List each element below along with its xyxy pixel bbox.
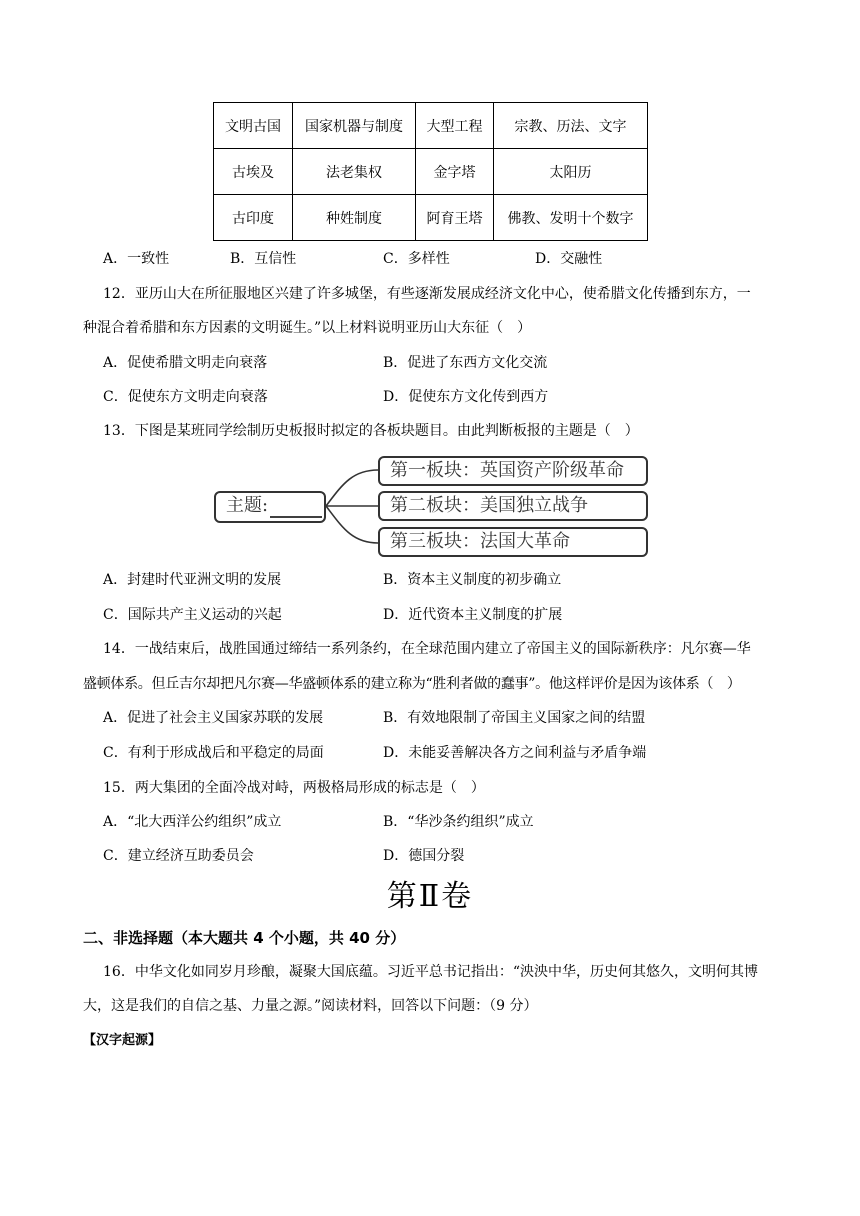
- q14-stem-line-1: 14．一战结束后，战胜国通过缔结一系列条约，在全球范围内建立了帝国主义的国际新秩序：凡尔赛—华: [103, 641, 751, 657]
- table-cell: 种姓制度: [293, 195, 416, 241]
- q12-option-c[interactable]: C．促使东方文明走向衰落: [103, 389, 268, 405]
- q14-option-d[interactable]: D．未能妥善解决各方之间利益与矛盾争端: [383, 745, 647, 761]
- q15-options-row-2: [103, 846, 783, 866]
- section-2-title: 第Ⅱ卷: [386, 879, 474, 914]
- q14-options-row-2: [103, 743, 783, 763]
- table-cell: 宗教、历法、文字: [494, 103, 648, 149]
- table-cell: 佛教、发明十个数字: [494, 195, 648, 241]
- q13-option-b[interactable]: B．资本主义制度的初步确立: [383, 572, 562, 588]
- table-cell: 文明古国: [214, 103, 293, 149]
- q11-options: [103, 249, 783, 269]
- q15-stem-line-1: 15．两大集团的全面冷战对峙，两极格局形成的标志是（ ）: [103, 780, 485, 796]
- q14-option-a[interactable]: A．促进了社会主义国家苏联的发展: [103, 710, 324, 726]
- q13-option-d[interactable]: D．近代资本主义制度的扩展: [383, 607, 563, 623]
- table-row: [214, 149, 648, 195]
- q15-option-b[interactable]: B．“华沙条约组织”成立: [383, 814, 534, 830]
- section-2-heading: 二、非选择题（本大题共 4 个小题，共 40 分）: [83, 929, 406, 947]
- q11-option-c[interactable]: C．多样性: [383, 251, 450, 267]
- q13-option-a[interactable]: A．封建时代亚洲文明的发展: [103, 572, 282, 588]
- table-cell: 金字塔: [416, 149, 494, 195]
- q12-option-b[interactable]: B．促进了东西方文化交流: [383, 355, 548, 371]
- table-cell: 古埃及: [214, 149, 293, 195]
- q11-option-b[interactable]: B．互信性: [230, 251, 297, 267]
- table-row: [214, 103, 648, 149]
- q13-option-c[interactable]: C．国际共产主义运动的兴起: [103, 607, 282, 623]
- table-cell: 太阳历: [494, 149, 648, 195]
- board-box-1-label: 第一板块：英国资产阶级革命: [390, 460, 624, 481]
- q14-stem-line-2: 盛顿体系。但丘吉尔却把凡尔赛—华盛顿体系的建立称为“胜利者做的蠢事”。他这样评价是因为该体系（ ）: [83, 676, 741, 692]
- q16-stem-line-1: 16．中华文化如同岁月珍酿，凝聚大国底蕴。习近平总书记指出：“泱泱中华，历史何其悠久，文明何其博: [103, 964, 758, 980]
- q15-option-c[interactable]: C．建立经济互助委员会: [103, 848, 254, 864]
- q15-options-row-1: [103, 812, 783, 832]
- q13-options-row-1: [103, 570, 783, 590]
- q12-stem-line-1: 12．亚历山大在所征服地区兴建了许多城堡，有些逐渐发展成经济文化中心，使希腊文化传播到东方，一: [103, 286, 751, 302]
- board-box-1: [378, 456, 648, 486]
- board-box-2-label: 第二板块：美国独立战争: [390, 495, 588, 516]
- q12-option-d[interactable]: D．促使东方文化传到西方: [383, 389, 549, 405]
- q11-option-a[interactable]: A．一致性: [103, 251, 170, 267]
- q14-option-b[interactable]: B．有效地限制了帝国主义国家之间的结盟: [383, 710, 646, 726]
- q15-option-d[interactable]: D．德国分裂: [383, 848, 465, 864]
- table-row: [214, 195, 648, 241]
- q16-material-label: 【汉字起源】: [83, 1033, 162, 1048]
- q15-option-a[interactable]: A．“北大西洋公约组织”成立: [103, 814, 282, 830]
- theme-box: [214, 491, 326, 523]
- q13-options-row-2: [103, 605, 783, 625]
- table-cell: 法老集权: [293, 149, 416, 195]
- q12-options-row-2: [103, 387, 783, 407]
- theme-label: 主题:: [226, 495, 269, 516]
- q14-options-row-1: [103, 708, 783, 728]
- table-cell: 国家机器与制度: [293, 103, 416, 149]
- q16-stem-line-2: 大，这是我们的自信之基、力量之源。”阅读材料，回答以下问题：（9 分）: [83, 998, 538, 1014]
- q14-option-c[interactable]: C．有利于形成战后和平稳定的局面: [103, 745, 324, 761]
- q12-stem-line-2: 种混合着希腊和东方因素的文明诞生。”以上材料说明亚历山大东征（ ）: [83, 320, 532, 336]
- q11-option-d[interactable]: D．交融性: [535, 251, 603, 267]
- table-cell: 大型工程: [416, 103, 494, 149]
- q13-stem-line-1: 13．下图是某班同学绘制历史板报时拟定的各板块题目。由此判断板报的主题是（ ）: [103, 423, 639, 439]
- board-box-2: [378, 491, 648, 521]
- board-box-3: [378, 527, 648, 557]
- q12-options-row-1: [103, 353, 783, 373]
- civilization-table: [213, 102, 648, 241]
- table-cell: 古印度: [214, 195, 293, 241]
- table-cell: 阿育王塔: [416, 195, 494, 241]
- q12-option-a[interactable]: A．促使希腊文明走向衰落: [103, 355, 268, 371]
- board-box-3-label: 第三板块：法国大革命: [390, 531, 570, 552]
- q13-diagram: [212, 455, 652, 559]
